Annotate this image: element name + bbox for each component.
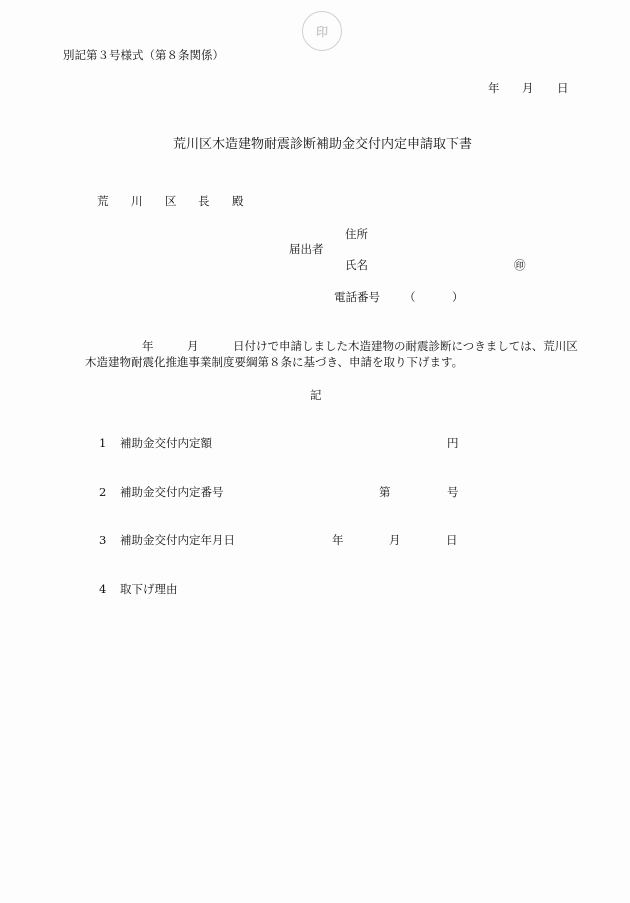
seal-mark-icon: ㊞ [514, 258, 526, 272]
form-reference: 別記第３号様式（第８条関係） [63, 48, 224, 62]
address-label: 住所 [345, 227, 368, 241]
item-unit: 円 [447, 436, 459, 450]
statement-line1: 日付けで申請しました木造建物の耐震診断につきましては、荒川区 [233, 339, 578, 353]
ki-heading: 記 [310, 388, 322, 402]
item-label: 取下げ理由 [120, 582, 178, 596]
item-number: 2 [99, 485, 107, 499]
statement-year: 年 [142, 339, 154, 353]
item-suffix: 号 [447, 485, 459, 499]
addressee-char: 川 [131, 194, 143, 208]
name-label: 氏名 [345, 258, 368, 272]
phone-label: 電話番号 [334, 290, 380, 304]
addressee-char: 長 [198, 194, 210, 208]
statement-line2: 木造建物耐震化推進事業制度要綱第８条に基づき、申請を取り下げます。 [85, 355, 464, 369]
date-day-label: 日 [557, 81, 569, 95]
item-year: 年 [332, 533, 344, 547]
addressee-char: 荒 [97, 194, 109, 208]
phone-paren-open: （ [404, 290, 416, 304]
item-label: 補助金交付内定額 [120, 436, 212, 450]
item-label: 補助金交付内定番号 [120, 485, 224, 499]
item-number: 3 [99, 533, 107, 547]
applicant-role-label: 届出者 [289, 242, 324, 256]
seal-stamp-icon: 印 [302, 11, 342, 51]
document-title: 荒川区木造建物耐震診断補助金交付内定申請取下書 [173, 137, 473, 152]
date-month-label: 月 [522, 81, 534, 95]
item-number: 4 [99, 582, 107, 596]
addressee-char: 区 [165, 194, 177, 208]
date-year-label: 年 [488, 81, 500, 95]
item-label: 補助金交付内定年月日 [120, 533, 235, 547]
item-day: 日 [446, 533, 458, 547]
phone-paren-close: ） [452, 290, 464, 304]
addressee-char: 殿 [232, 194, 244, 208]
statement-month: 月 [187, 339, 199, 353]
item-month: 月 [389, 533, 401, 547]
item-prefix: 第 [379, 485, 391, 499]
item-number: 1 [99, 436, 107, 450]
